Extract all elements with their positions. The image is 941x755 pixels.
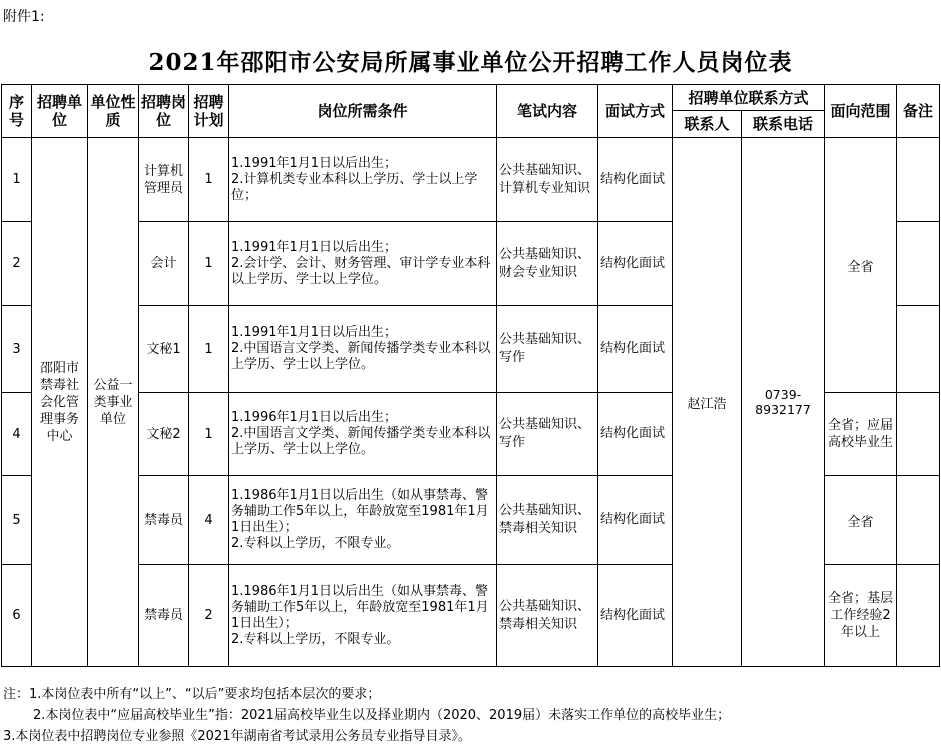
header-unit: 招聘单位: [32, 85, 88, 138]
cell-post: 禁毒员: [139, 476, 189, 565]
cell-remarks: [897, 138, 940, 222]
attachment-label: 附件1:: [3, 9, 45, 25]
cell-scope: 全省: [825, 138, 897, 393]
cell-remarks: [897, 565, 940, 667]
cell-written: 公共基础知识、写作: [497, 393, 598, 476]
cell-scope: 全省；应届高校毕业生: [825, 393, 897, 476]
cell-written: 公共基础知识、禁毒相关知识: [497, 476, 598, 565]
cell-seq: 3: [2, 306, 32, 393]
header-conditions: 岗位所需条件: [229, 85, 497, 138]
cell-conditions: 1.1996年1月1日以后出生； 2.中国语言文学类、新闻传播学类专业本科以上学历、学士以上学位。: [229, 393, 497, 476]
cell-seq: 4: [2, 393, 32, 476]
header-post: 招聘岗位: [139, 85, 189, 138]
note-line: 注：1.本岗位表中所有“以上”、“以后”要求均包括本层次的要求；: [3, 687, 381, 702]
cell-seq: 5: [2, 476, 32, 565]
cell-contact-person: 赵江浩: [673, 138, 742, 667]
header-scope: 面向范围: [825, 85, 897, 138]
cell-conditions: 1.1986年1月1日以后出生（如从事禁毒、警务辅助工作5年以上，年龄放宽至1981年1月1日出生）； 2.专科以上学历，不限专业。: [229, 476, 497, 565]
cell-conditions: 1.1991年1月1日以后出生； 2.计算机类专业本科以上学历、学士以上学位；: [229, 138, 497, 222]
cell-unit: 邵阳市禁毒社会化管理事务中心: [32, 138, 88, 667]
header-seq: 序号: [2, 85, 32, 138]
cell-nature: 公益一类事业单位: [88, 138, 139, 667]
positions-table: [1, 84, 940, 667]
cell-conditions: 1.1986年1月1日以后出生（如从事禁毒、警务辅助工作5年以上，年龄放宽至1981年1月1日出生）； 2.专科以上学历，不限专业。: [229, 565, 497, 667]
cell-plan: 1: [189, 138, 229, 222]
cell-scope: 全省: [825, 476, 897, 565]
cell-plan: 1: [189, 306, 229, 393]
cell-remarks: [897, 476, 940, 565]
cell-plan: 4: [189, 476, 229, 565]
cell-written: 公共基础知识、计算机专业知识: [497, 138, 598, 222]
cell-interview: 结构化面试: [598, 393, 673, 476]
page-title: 2021年邵阳市公安局所属事业单位公开招聘工作人员岗位表: [148, 49, 793, 76]
cell-conditions: 1.1991年1月1日以后出生； 2.中国语言文学类、新闻传播学类专业本科以上学历、学士以上学位。: [229, 306, 497, 393]
cell-interview: 结构化面试: [598, 222, 673, 306]
header-plan: 招聘计划: [189, 85, 229, 138]
header-nature: 单位性质: [88, 85, 139, 138]
cell-written: 公共基础知识、财会专业知识: [497, 222, 598, 306]
cell-interview: 结构化面试: [598, 306, 673, 393]
note-line: 3.本岗位表中招聘岗位专业参照《2021年湖南省考试录用公务员专业指导目录》。: [3, 729, 471, 744]
cell-interview: 结构化面试: [598, 565, 673, 667]
cell-conditions: 1.1991年1月1日以后出生； 2.会计学、会计、财务管理、审计学专业本科以上学历、学士以上学位。: [229, 222, 497, 306]
cell-seq: 2: [2, 222, 32, 306]
cell-post: 会计: [139, 222, 189, 306]
cell-post: 计算机管理员: [139, 138, 189, 222]
cell-written: 公共基础知识、写作: [497, 306, 598, 393]
cell-interview: 结构化面试: [598, 138, 673, 222]
cell-seq: 6: [2, 565, 32, 667]
cell-post: 文秘1: [139, 306, 189, 393]
table-row: [2, 138, 940, 222]
header-remarks: 备注: [897, 85, 940, 138]
header-row: [2, 85, 940, 111]
header-contact-phone: 联系电话: [742, 111, 825, 138]
cell-plan: 2: [189, 565, 229, 667]
header-written: 笔试内容: [497, 85, 598, 138]
header-contact-group: 招聘单位联系方式: [673, 85, 825, 111]
cell-post: 文秘2: [139, 393, 189, 476]
header-contact-person: 联系人: [673, 111, 742, 138]
cell-remarks: [897, 393, 940, 476]
cell-scope: 全省；基层工作经验2年以上: [825, 565, 897, 667]
cell-post: 禁毒员: [139, 565, 189, 667]
note-line: 2.本岗位表中“应届高校毕业生”指：2021届高校毕业生以及择业期内（2020、2019届）未落实工作单位的高校毕业生；: [33, 708, 731, 723]
cell-remarks: [897, 306, 940, 393]
header-interview: 面试方式: [598, 85, 673, 138]
cell-plan: 1: [189, 393, 229, 476]
cell-written: 公共基础知识、禁毒相关知识: [497, 565, 598, 667]
cell-seq: 1: [2, 138, 32, 222]
cell-plan: 1: [189, 222, 229, 306]
cell-contact-phone: 0739-8932177: [742, 138, 825, 667]
cell-interview: 结构化面试: [598, 476, 673, 565]
cell-remarks: [897, 222, 940, 306]
notes: [3, 684, 730, 747]
